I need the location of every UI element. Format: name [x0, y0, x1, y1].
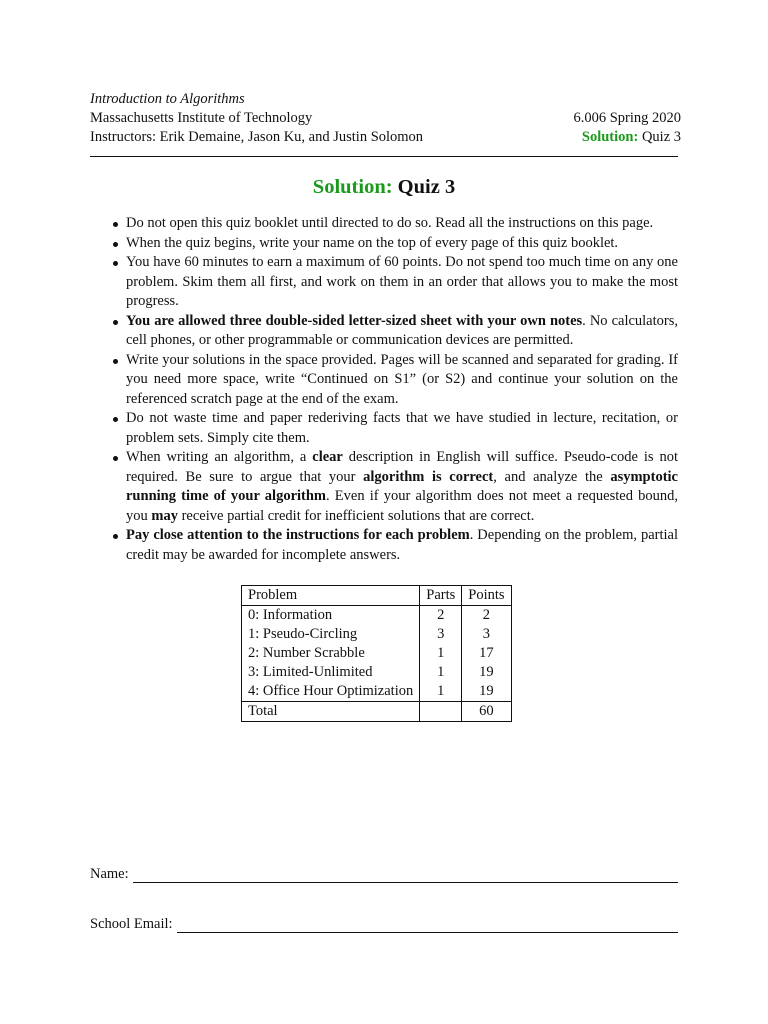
term: 6.006 Spring 2020 — [573, 110, 681, 126]
bullet-icon — [113, 261, 118, 266]
problem-cell: Problem — [242, 586, 420, 606]
instruction-item — [90, 234, 678, 254]
instruction-bold-text: You are allowed three double-sided letter-sized sheet with your own notes — [126, 312, 583, 329]
problem-cell: 3: Limited-Unlimited — [242, 663, 420, 682]
parts-cell: Parts — [420, 586, 462, 606]
parts-cell: 2 — [420, 606, 462, 626]
instruction-item — [90, 448, 678, 526]
bullet-icon — [113, 320, 118, 325]
instruction-text: When writing an algorithm, a — [126, 449, 313, 465]
problem-cell: 4: Office Hour Optimization — [242, 682, 420, 702]
instruction-bold-text: algorithm is correct — [363, 468, 494, 485]
points-cell: 3 — [462, 625, 511, 644]
name-field[interactable] — [90, 866, 678, 883]
table-row — [242, 644, 512, 663]
problem-cell: 1: Pseudo-Circling — [242, 625, 420, 644]
parts-cell: 1 — [420, 644, 462, 663]
parts-cell: 3 — [420, 625, 462, 644]
bullet-icon — [113, 222, 118, 227]
bullet-icon — [113, 417, 118, 422]
table-total-row — [242, 702, 512, 722]
email-field[interactable] — [90, 916, 678, 933]
points-cell: Points — [462, 586, 511, 606]
title-quiz-label: Quiz 3 — [397, 176, 456, 198]
instruction-item — [90, 409, 678, 448]
table-row — [242, 606, 512, 626]
instruction-text: . No calculators, cell phones, or other programmable or communication devices are permitted. — [126, 312, 678, 348]
instruction-text: description in English will suffice. Pseudo-code is not required. Be sure to argue that your — [126, 449, 678, 485]
score-table — [241, 585, 512, 722]
table-row — [242, 682, 512, 702]
instruction-text: receive partial credit for inefficient solutions that are correct. — [177, 507, 535, 524]
instruction-item — [90, 526, 678, 565]
parts-cell: 1 — [420, 663, 462, 682]
header-solution-label: Solution: — [581, 129, 639, 145]
institution: Massachusetts Institute of Technology — [90, 110, 313, 126]
name-line[interactable] — [133, 870, 678, 883]
instruction-bold-text: asymptotic running time of your algorithm — [126, 468, 678, 504]
problem-cell: 2: Number Scrabble — [242, 644, 420, 663]
title-solution-label: Solution: — [312, 176, 393, 198]
instruction-item — [90, 351, 678, 410]
instruction-item — [90, 214, 678, 234]
instruction-text: . Depending on the problem, partial credit may be awarded for incomplete answers. — [126, 527, 678, 563]
instruction-bold-text: clear — [312, 449, 343, 465]
bullet-icon — [113, 534, 118, 539]
bullet-icon — [113, 359, 118, 364]
page-title — [0, 176, 768, 199]
instruction-item — [90, 312, 678, 351]
instruction-text: , and analyze the — [493, 468, 611, 485]
bullet-icon — [113, 456, 118, 461]
header-row-1 — [90, 90, 681, 109]
problem-cell: Total — [242, 702, 420, 722]
points-cell: 17 — [462, 644, 511, 663]
instruction-text: Do not open this quiz booklet until directed to do so. Read all the instructions on this page. — [126, 215, 654, 231]
instruction-text: You have 60 minutes to earn a maximum of 60 points. Do not spend too much time on any one problem. Skim them all first, and work on them in an order that allows you to make the most progress. — [126, 254, 678, 309]
points-cell: 2 — [462, 606, 511, 626]
instruction-text: . Even if your algorithm does not meet a requested bound, you — [126, 488, 678, 524]
header-quiz-number: Quiz 3 — [641, 129, 681, 145]
instructions-list — [90, 214, 678, 565]
instruction-text: When the quiz begins, write your name on the top of every page of this quiz booklet. — [126, 234, 619, 251]
instruction-text: Write your solutions in the space provided. Pages will be scanned and separated for grading. If you need more space, write “Continued on S1” (or S2) and continue your solution on the referenced scratch page at the end of the exam. — [126, 351, 678, 407]
parts-cell: 1 — [420, 682, 462, 702]
problem-cell: 0: Information — [242, 606, 420, 626]
table-header-row — [242, 586, 512, 606]
points-cell: 19 — [462, 663, 511, 682]
header-divider — [90, 156, 678, 157]
email-label: School Email: — [90, 916, 173, 932]
table-row — [242, 625, 512, 644]
instruction-bold-text: may — [151, 507, 178, 524]
email-line[interactable] — [177, 920, 678, 933]
document-header — [90, 90, 681, 147]
instruction-bold-text: Pay close attention to the instructions for each problem — [126, 527, 470, 543]
header-quiz-label — [582, 128, 681, 147]
header-row-3 — [90, 128, 681, 147]
bullet-icon — [113, 242, 118, 247]
header-row-2 — [90, 109, 681, 128]
points-cell: 60 — [462, 702, 511, 722]
instruction-text: Do not waste time and paper rederiving facts that we have studied in lecture, recitation, or problem sets. Simply cite them. — [126, 410, 678, 446]
instruction-item — [90, 253, 678, 312]
name-label: Name: — [90, 866, 129, 882]
points-cell: 19 — [462, 682, 511, 702]
parts-cell — [420, 702, 462, 722]
instructors: Instructors: Erik Demaine, Jason Ku, and Justin Solomon — [90, 129, 424, 145]
table-row — [242, 663, 512, 682]
course-title: Introduction to Algorithms — [90, 91, 245, 107]
